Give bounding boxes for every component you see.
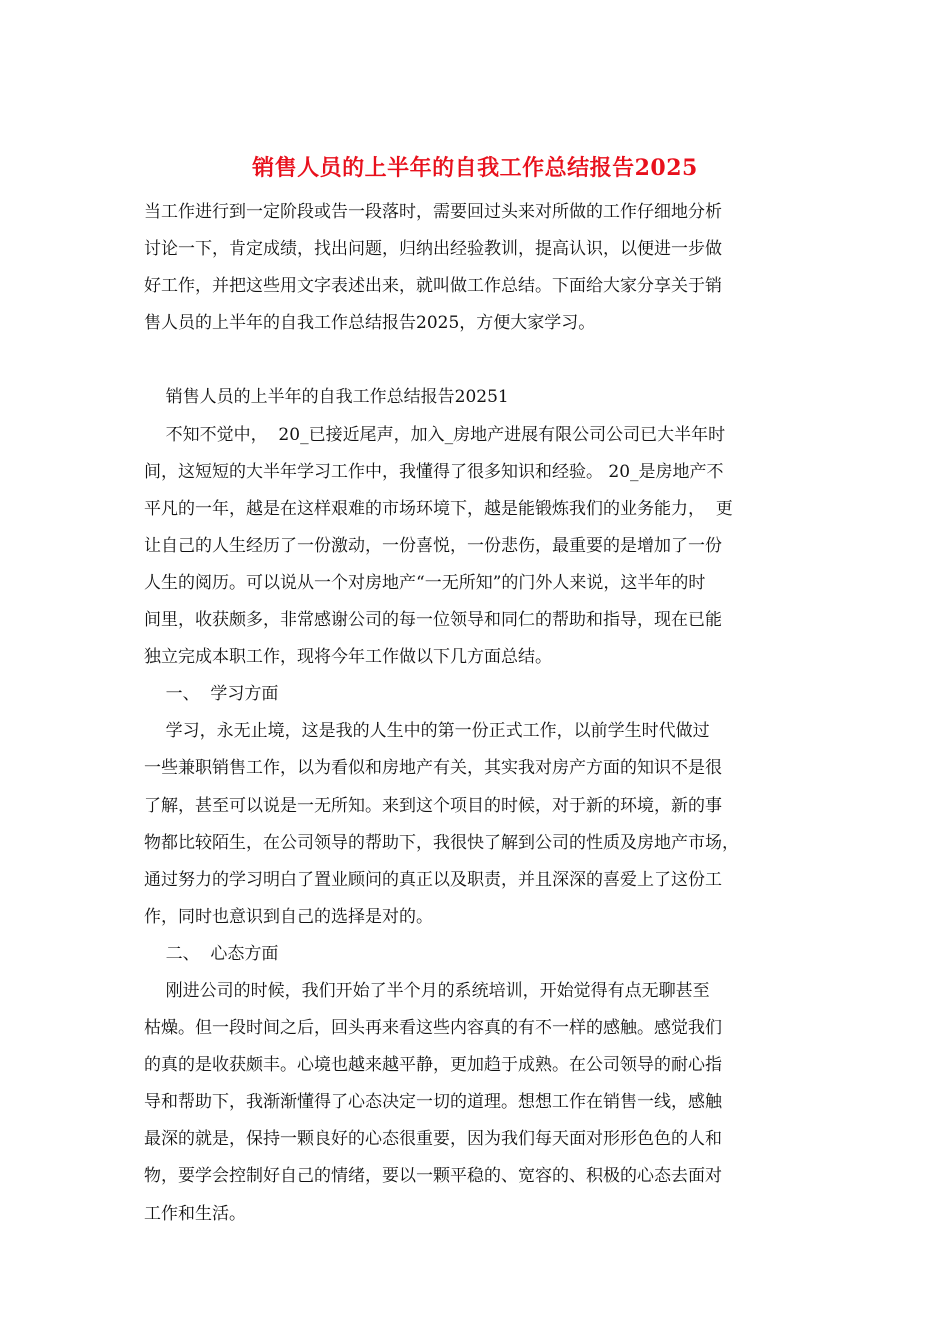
paragraph-line: 讨论一下，肯定成绩，找出问题，归纳出经验教训，提高认识，以便进一步做 xyxy=(144,239,722,260)
paragraph-line xyxy=(144,713,808,750)
paragraph-line: 当工作进行到一定阶段或告一段落时，需要回过头来对所做的工作仔细地分析 xyxy=(144,202,722,222)
paragraph-line: 售人员的上半年的自我工作总结报告2025，方便大家学习。 xyxy=(144,313,596,334)
paragraph-line: 物都比较陌生，在公司领导的帮助下，我很快了解到公司的性质及房地产市场， xyxy=(144,832,739,853)
paragraph-line: 平凡的一年，越是在这样艰难的市场环境下，越是能锻炼我们的业务能力， 更 xyxy=(144,498,733,519)
paragraph-3 xyxy=(144,973,808,1233)
paragraph-line: 独立完成本职工作，现将今年工作做以下几方面总结。 xyxy=(144,647,552,668)
paragraph-line: 导和帮助下，我渐渐懂得了心态决定一切的道理。想想工作在销售一线，感触 xyxy=(144,1092,722,1113)
paragraph-line: 间里，收获颇多，非常感谢公司的每一位领导和同仁的帮助和指导，现在已能 xyxy=(144,610,722,631)
intro-paragraph xyxy=(144,194,808,342)
paragraph-line: 让自己的人生经历了一份激动，一份喜悦，一份悲伤，最重要的是增加了一份 xyxy=(144,535,722,556)
paragraph-2 xyxy=(144,713,808,936)
document-body xyxy=(144,194,808,1233)
paragraph-line xyxy=(144,973,808,1010)
paragraph-line xyxy=(144,417,808,454)
section-heading-text: 二、 心态方面 xyxy=(165,943,279,964)
paragraph-line-text: 学习，永无止境，这是我的人生中的第一份正式工作，以前学生时代做过 xyxy=(165,721,710,742)
paragraph-line: 通过努力的学习明白了置业顾问的真正以及职责，并且深深的喜爱上了这份工 xyxy=(144,869,722,890)
paragraph-line: 最深的就是，保持一颗良好的心态很重要，因为我们每天面对形形色色的人和 xyxy=(144,1129,722,1150)
paragraph-line: 间，这短短的大半年学习工作中，我懂得了很多知识和经验。 20_是房地产不 xyxy=(144,461,724,482)
paragraph-line: 好工作，并把这些用文字表述出来，就叫做工作总结。下面给大家分享关于销 xyxy=(144,276,722,297)
section-heading-2 xyxy=(144,936,808,973)
paragraph-line-text: 不知不觉中， 20_已接近尾声，加入_房地产进展有限公司公司已大半年时 xyxy=(165,424,726,445)
paragraph-line: 了解，甚至可以说是一无所知。来到这个项目的时候，对于新的环境，新的事 xyxy=(144,795,722,816)
paragraph-1 xyxy=(144,417,808,677)
paragraph-line: 一些兼职销售工作，以为看似和房地产有关，其实我对房产方面的知识不是很 xyxy=(144,758,722,779)
section-subtitle-text: 销售人员的上半年的自我工作总结报告20251 xyxy=(165,387,509,408)
paragraph-line: 的真的是收获颇丰。心境也越来越平静，更加趋于成熟。在公司领导的耐心指 xyxy=(144,1055,722,1076)
paragraph-line: 工作和生活。 xyxy=(144,1203,246,1224)
document-title: 销售人员的上半年的自我工作总结报告2025 xyxy=(252,155,698,181)
paragraph-line: 人生的阅历。可以说从一个对房地产“一无所知”的门外人来说，这半年的时 xyxy=(144,572,706,593)
section-heading-1 xyxy=(144,676,808,713)
section-heading-text: 一、 学习方面 xyxy=(165,684,279,705)
section-subtitle xyxy=(144,379,808,416)
paragraph-line: 枯燥。但一段时间之后，回头再来看这些内容真的有不一样的感触。感觉我们 xyxy=(144,1018,722,1039)
blank-line xyxy=(144,342,808,379)
paragraph-line: 作，同时也意识到自己的选择是对的。 xyxy=(144,906,433,927)
paragraph-line-text: 刚进公司的时候，我们开始了半个月的系统培训，开始觉得有点无聊甚至 xyxy=(165,980,710,1001)
paragraph-line: 物，要学会控制好自己的情绪，要以一颗平稳的、宽容的、积极的心态去面对 xyxy=(144,1166,722,1187)
